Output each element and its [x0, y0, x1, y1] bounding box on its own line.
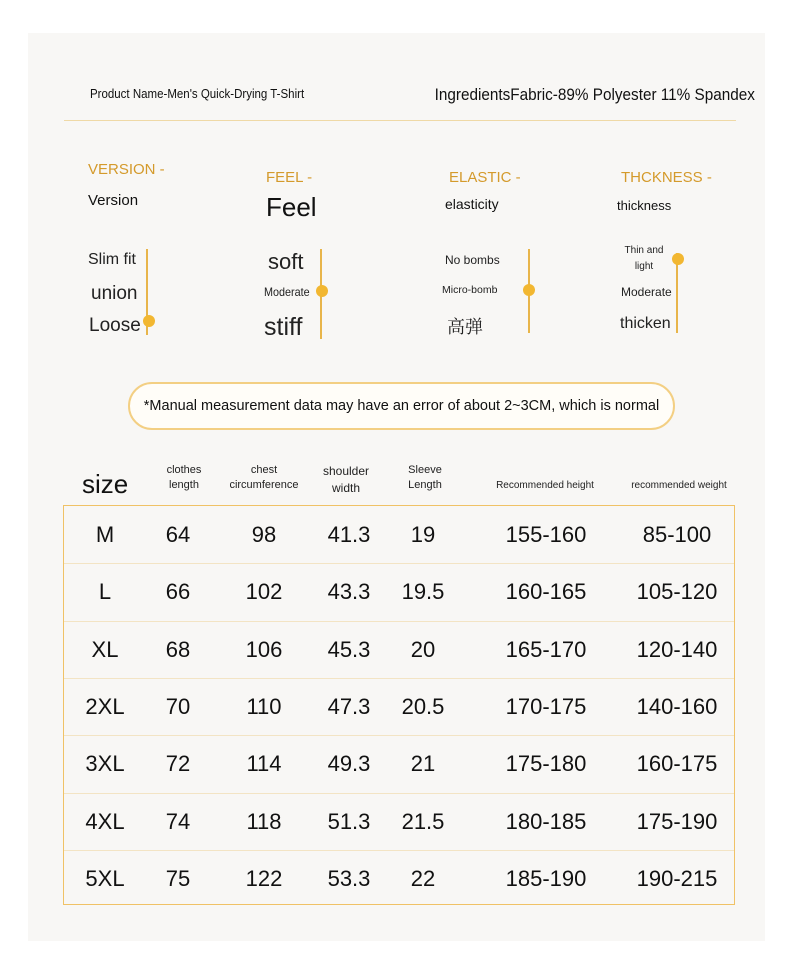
selected-dot	[316, 285, 328, 297]
scale-line	[676, 253, 678, 333]
table-row	[64, 563, 734, 620]
feature-thickness	[617, 169, 712, 213]
table-cell: 68	[165, 636, 191, 662]
table-cell: 41.3	[327, 522, 371, 547]
measurement-note: *Manual measurement data may have an error of about 2~3CM, which is normal	[128, 382, 675, 430]
feel-scale	[264, 249, 364, 349]
table-cell: 47.3	[327, 693, 371, 719]
table-cell: 22	[410, 865, 436, 891]
selected-dot	[143, 315, 155, 327]
table-cell: 3XL	[85, 751, 125, 777]
table-cell: 102	[245, 579, 283, 605]
table-cell: 98	[251, 522, 277, 547]
table-cell: 105-120	[636, 579, 718, 605]
option-slim-fit: Slim fit	[88, 251, 136, 268]
feature-version	[88, 161, 165, 209]
option-moderate: Moderate	[621, 285, 672, 299]
size-chart-card	[28, 33, 765, 941]
table-cell: M	[95, 522, 115, 547]
feature-subtitle: Version	[88, 192, 139, 209]
table-cell: 180-185	[505, 808, 587, 834]
option-stiff: stiff	[264, 313, 303, 341]
header-clothes-length: clothes length	[166, 464, 202, 491]
header-recommended-height: Recommended height	[496, 480, 594, 491]
option-micro-bomb: Micro-bomb	[442, 284, 498, 296]
table-cell: 20	[410, 636, 436, 662]
option-union: union	[91, 283, 138, 304]
table-header	[28, 455, 765, 505]
table-cell: 64	[165, 522, 191, 547]
size-table	[63, 505, 735, 905]
option-loose: Loose	[89, 315, 141, 336]
table-cell: 66	[165, 579, 191, 605]
table-cell: 160-165	[505, 579, 587, 605]
table-cell: 140-160	[636, 693, 718, 719]
table-cell: 190-215	[636, 865, 718, 891]
option-high-elastic: 高弹	[447, 317, 483, 337]
table-cell: 70	[165, 693, 191, 719]
table-cell: 43.3	[327, 579, 371, 605]
feature-elastic	[445, 169, 521, 212]
table-cell: 170-175	[505, 693, 587, 719]
table-cell: 120-140	[636, 636, 718, 662]
option-soft: soft	[268, 249, 304, 274]
row-divider	[64, 678, 734, 679]
table-cell: 49.3	[327, 751, 371, 777]
row-divider	[64, 735, 734, 736]
table-cell: 165-170	[505, 636, 587, 662]
feature-title: THCKNESS -	[621, 169, 712, 186]
table-cell: 118	[246, 808, 282, 834]
row-divider	[64, 850, 734, 851]
table-cell: 110	[246, 693, 282, 719]
feature-title: FEEL -	[266, 169, 313, 186]
selected-dot	[672, 253, 684, 265]
table-cell: 106	[245, 636, 283, 662]
table-cell: 160-175	[636, 751, 718, 777]
table-cell: 75	[165, 865, 191, 891]
option-thicken: thicken	[620, 315, 671, 332]
feature-title: VERSION -	[88, 161, 165, 178]
feature-subtitle: elasticity	[445, 196, 499, 212]
table-cell: 45.3	[327, 636, 371, 662]
table-row	[64, 735, 734, 792]
table-cell: 51.3	[327, 808, 371, 834]
table-cell: 21.5	[401, 808, 445, 834]
row-divider	[64, 621, 734, 622]
table-cell: 4XL	[85, 808, 125, 834]
table-cell: L	[98, 579, 112, 605]
table-row	[64, 678, 734, 735]
header-recommended-weight: recommended weight	[631, 480, 727, 491]
option-thin-light: Thin and light	[624, 245, 664, 272]
feature-feel	[266, 169, 317, 223]
table-cell: XL	[91, 636, 119, 662]
version-scale	[88, 249, 188, 339]
table-cell: 155-160	[505, 522, 587, 547]
table-row	[64, 621, 734, 678]
header-shoulder-width: shoulder width	[322, 464, 370, 495]
table-cell: 85-100	[642, 522, 712, 547]
table-cell: 72	[165, 751, 191, 777]
table-cell: 175-180	[505, 751, 587, 777]
ingredients: IngredientsFabric-89% Polyester 11% Spandex	[434, 85, 755, 104]
table-cell: 19.5	[401, 579, 445, 605]
row-divider	[64, 793, 734, 794]
table-cell: 74	[165, 808, 191, 834]
header-size: size	[82, 469, 129, 499]
table-cell: 5XL	[85, 865, 125, 891]
table-cell: 2XL	[85, 693, 125, 719]
row-divider	[64, 563, 734, 564]
table-cell: 175-190	[636, 808, 718, 834]
table-cell: 114	[246, 751, 282, 777]
feature-subtitle: thickness	[617, 198, 672, 213]
table-cell: 185-190	[505, 865, 587, 891]
feature-subtitle: Feel	[266, 192, 317, 222]
table-cell: 19	[410, 522, 436, 547]
selected-dot	[523, 284, 535, 296]
table-row	[64, 793, 734, 850]
header-chest-circumference: chest circumference	[229, 464, 299, 491]
table-cell: 122	[245, 865, 283, 891]
thickness-scale	[618, 243, 718, 343]
header-sleeve-length: Sleeve Length	[408, 464, 442, 491]
option-moderate: Moderate	[264, 285, 310, 299]
elastic-scale	[440, 249, 560, 339]
table-cell: 20.5	[401, 693, 445, 719]
table-row	[64, 850, 734, 907]
table-row	[64, 506, 734, 563]
table-cell: 53.3	[327, 865, 371, 891]
product-name: Product Name-Men's Quick-Drying T-Shirt	[90, 87, 305, 101]
table-cell: 21	[410, 751, 436, 777]
feature-title: ELASTIC -	[449, 169, 521, 186]
option-no-bombs: No bombs	[445, 253, 500, 267]
header-divider	[64, 120, 736, 121]
